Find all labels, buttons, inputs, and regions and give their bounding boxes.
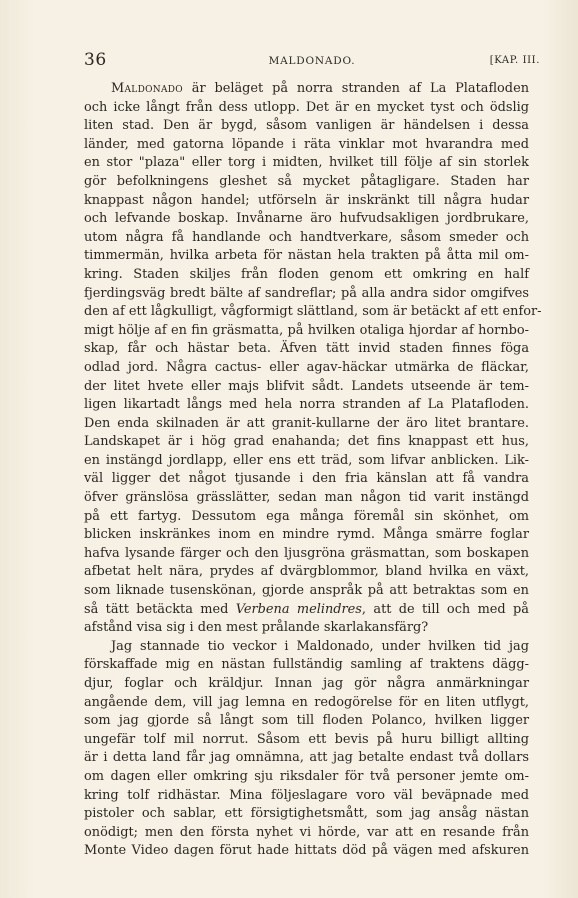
text-line: ungefär tolf mil norrut. Såsom ett bevis på huru billigt allting: [84, 731, 529, 747]
text-line: pistoler och sablar, ett försigtighetsmått, som jag ansåg nästan: [84, 806, 529, 822]
paragraph-1: [84, 80, 542, 638]
text-line: som liknade tusenskönan, gjorde anspråk på att betraktas som en: [84, 583, 529, 599]
text-fragment: är beläget på norra stranden af La Platafloden: [182, 81, 529, 96]
text-line: och lefvande boskap. Invånarne äro hufvudsakligen jordbrukare,: [84, 211, 529, 227]
text-line: djur, foglar och kräldjur. Innan jag gör några anmärkningar: [84, 676, 529, 691]
text-line: knappast någon handel; utförseln är inskränkt till några hudar: [84, 192, 529, 208]
text-line: om dagen eller omkring sju riksdaler för två personer jemte om-: [84, 768, 529, 784]
page-number: 36: [84, 50, 107, 70]
paragraph-2: [84, 638, 529, 861]
text-line: är i detta land får jag omnämna, att jag betalte endast två dollars: [84, 750, 529, 766]
text-line: gör befolkningens gleshet så mycket påtagligare. Staden har: [84, 173, 529, 189]
text-line: utom några få handlande och handtverkare, såsom smeder och: [84, 229, 529, 245]
text-fragment: , att de till och med på: [361, 601, 529, 617]
body-text: [84, 80, 542, 861]
text-line: den af ett lågkulligt, vågformigt slättland, som är betäckt af ett enfor-: [84, 304, 542, 320]
text-line: Den enda skilnaden är att granit-kullarne der äro litet brantare.: [84, 415, 529, 431]
text-line: afstånd visa sig i den mest prålande skarlakansfärg?: [84, 620, 429, 636]
text-line: och icke långt från dess utlopp. Det är en mycket tyst och ödslig: [84, 99, 529, 115]
text-line: väl ligger det något tjusande i den fria känslan att få vandra: [84, 471, 529, 487]
text-line: Jag stannade tio veckor i Maldonado, under hvilken tid jag: [111, 638, 529, 654]
text-line: fjerdingsväg bredt bälte af sandreflar; på alla andra sidor omgifves: [84, 285, 529, 301]
text-line: der litet hvete eller majs blifvit sådt. Landets utseende är tem-: [84, 378, 529, 394]
text-line: onödigt; men den första nyhet vi hörde, var att en resande från: [84, 824, 529, 840]
opening-word: Maldonado: [111, 81, 183, 96]
text-line: migt hölje af en fin gräsmatta, på hvilken otaliga hjordar af hornbo-: [84, 322, 529, 338]
text-line: länder, med gatorna löpande i räta vinklar mot hvarandra med: [84, 136, 529, 152]
text-line: odlad jord. Några cactus- eller agav-häckar utmärka de fläckar,: [84, 359, 529, 375]
text-line: afbetat helt nära, prydes af dvärgblommor, bland hvilka en växt,: [84, 564, 529, 580]
text-line: på ett fartyg. Dessutom ega många föremål sin skönhet, om: [84, 508, 529, 524]
text-line: [84, 80, 529, 99]
text-line: blicken inskränkes inom en mindre rymd. Många smärre foglar: [84, 527, 529, 543]
text-line: angående dem, vill jag lemna en redogörelse för en liten utflygt,: [84, 694, 529, 710]
text-line: ligen likartadt långs med hela norra stranden af La Platafloden.: [84, 397, 529, 413]
text-line: timmermän, hvilka arbeta för nästan hela trakten på åtta mil om-: [84, 248, 529, 264]
text-line: som jag gjorde så långt som till floden Polanco, hvilken ligger: [84, 713, 529, 729]
text-line: liten stad. Den är bygd, såsom vanligen är händelsen i dessa: [84, 118, 529, 134]
running-title: MALDONADO.: [268, 55, 356, 67]
text-line: [84, 601, 529, 620]
page-header: [84, 50, 540, 76]
text-line: Monte Video dagen förut hade hittats död på vägen med afskuren: [84, 843, 529, 859]
text-line: kring tolf ridhästar. Mina följeslagare voro väl beväpnade med: [84, 787, 529, 803]
text-line: en instängd jordlapp, eller ens ett träd, som lifvar anblicken. Lik-: [84, 452, 529, 468]
text-line: en stor "plaza" eller torg i midten, hvilket till följe af sin storlek: [84, 155, 529, 171]
text-fragment: så tätt betäckta med: [84, 601, 236, 617]
text-line: hafva lysande färger och den ljusgröna gräsmattan, som boskapen: [84, 545, 529, 561]
text-line: förskaffade mig en nästan fullständig samling af traktens dägg-: [84, 657, 529, 673]
text-line: skap, får och hästar beta. Äfven tätt invid staden finnes föga: [84, 341, 529, 357]
text-line: öfver gränslösa grässlätter, sedan man någon tid varit instängd: [84, 490, 529, 506]
text-line: Landskapet är i hög grad enahanda; det fins knappast ett hus,: [84, 434, 529, 450]
plant-name: Verbena melindres: [235, 601, 362, 617]
text-line: kring. Staden skiljes från floden genom ett omkring en half: [84, 266, 529, 282]
chapter-mark: [KAP. III.: [489, 55, 540, 66]
